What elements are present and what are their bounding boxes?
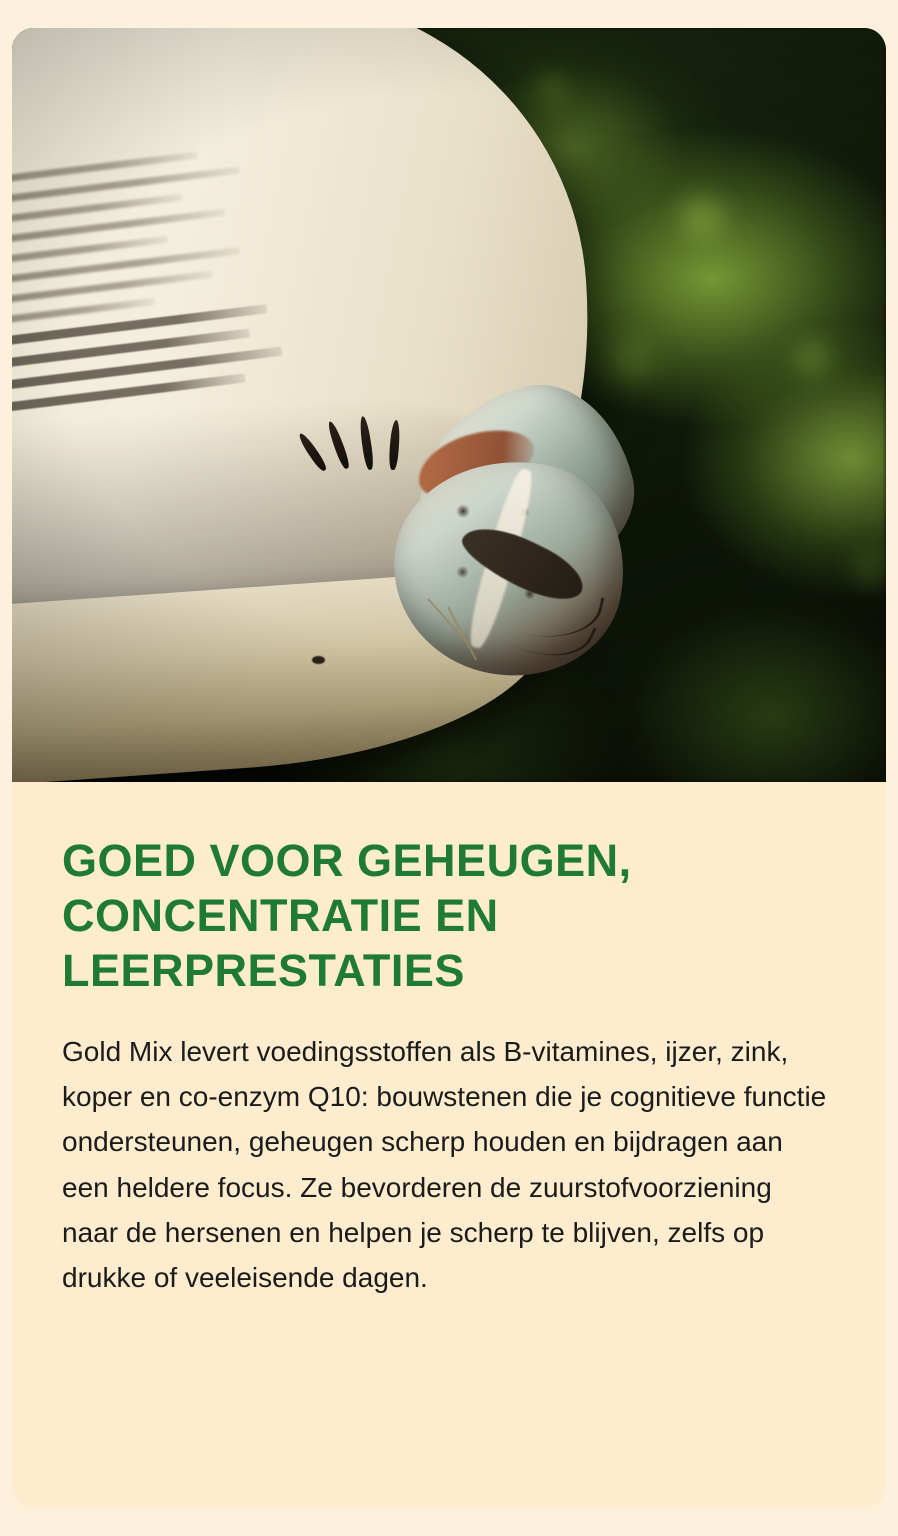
section-body-text: Gold Mix levert voedingsstoffen als B-vitamines, ijzer, zink, koper en co-enzym Q10: bouwstenen die je cognitieve functie ondersteunen, geheugen scherp houden en bijdragen aan een heldere focus. Ze bevorderen de zuurstofvoorziening naar de hersenen en helpen je scherp te blijven, zelfs op drukke of veeleisende dagen. [62, 1035, 827, 1294]
card-content [12, 782, 886, 1508]
hero-image [12, 28, 886, 782]
image-vignette [12, 28, 886, 782]
benefit-card [12, 28, 886, 1508]
section-heading: GOED VOOR GEHEUGEN, CONCENTRATIE EN LEERPRESTATIES [62, 835, 632, 996]
